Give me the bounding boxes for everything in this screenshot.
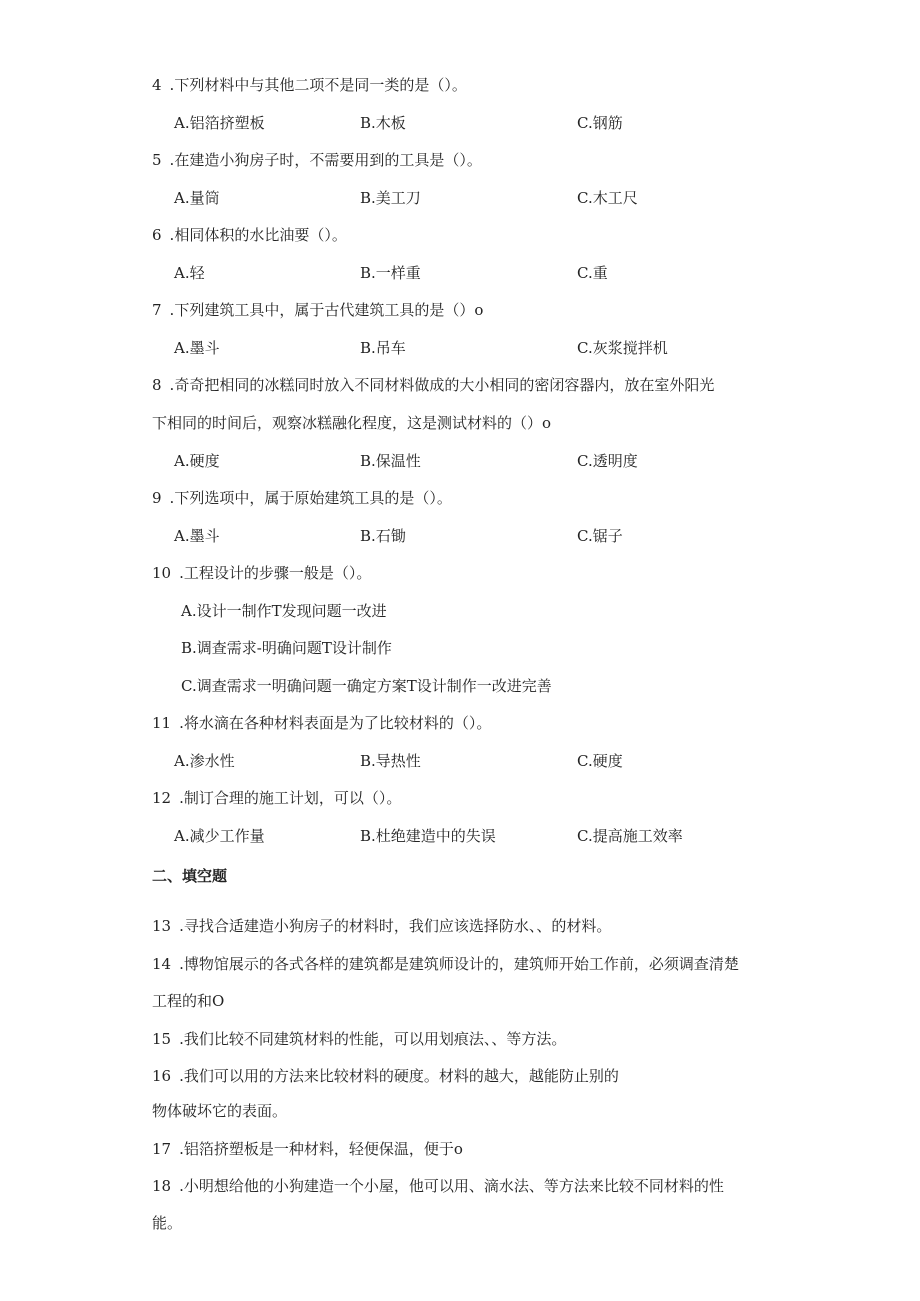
- question-number: 7: [152, 301, 162, 319]
- option-c: C.锯子: [577, 527, 623, 545]
- question-text: .博物馆展示的各式各样的建筑都是建筑师设计的，建筑师开始工作前，必须调查清楚: [179, 955, 739, 973]
- question-text: .下列材料中与其他二项不是同一类的是（）。: [169, 76, 467, 94]
- option-b: B.一样重: [360, 264, 421, 282]
- fill-question-18: [152, 1175, 724, 1196]
- option-a: A.硬度: [174, 452, 220, 470]
- question-text: .寻找合适建造小狗房子的材料时，我们应该选择防水、、的材料。: [179, 917, 612, 935]
- question-number: 13: [152, 917, 172, 935]
- question-6: [152, 224, 347, 245]
- question-text: .在建造小狗房子时，不需要用到的工具是（）。: [169, 151, 482, 169]
- option-c: C.重: [577, 264, 608, 282]
- fill-question-15: [152, 1028, 566, 1049]
- question-text: .制订合理的施工计划，可以（）。: [179, 789, 402, 807]
- option-b: B.杜绝建造中的失误: [360, 827, 496, 845]
- question-5: [152, 149, 482, 170]
- fill-question-14: [152, 953, 739, 974]
- option-c: C.钢筋: [577, 114, 623, 132]
- question-8: [152, 374, 714, 395]
- question-number: 9: [152, 489, 162, 507]
- question-text: .下列选项中，属于原始建筑工具的是（）。: [169, 489, 452, 507]
- question-7: [152, 299, 483, 320]
- question-text: .奇奇把相同的冰糕同时放入不同材料做成的大小相同的密闭容器内，放在室外阳光: [169, 376, 715, 394]
- fill-question-16-continued: 物体破坏它的表面。: [152, 1102, 288, 1120]
- option-c: C.木工尺: [577, 189, 638, 207]
- question-text: .我们可以用的方法来比较材料的硬度。材料的越大，越能防止别的: [179, 1067, 619, 1085]
- question-9: [152, 487, 452, 508]
- section-heading: 二、填空题: [152, 867, 228, 885]
- question-number: 11: [152, 714, 172, 732]
- question-number: 10: [152, 564, 172, 582]
- option-b: B.吊车: [360, 339, 406, 357]
- question-text: .将水滴在各种材料表面是为了比较材料的（）。: [179, 714, 492, 732]
- fill-question-18-continued: 能。: [152, 1214, 183, 1232]
- option-a: A.量筒: [174, 189, 220, 207]
- option-b: B.木板: [360, 114, 406, 132]
- option-b: B.导热性: [360, 752, 421, 770]
- option-b: B.调查需求-明确问题T设计制作: [181, 639, 392, 657]
- question-4: [152, 74, 467, 95]
- option-a: A.设计一制作T发现问题一改进: [181, 602, 387, 620]
- question-text: .铝箔挤塑板是一种材料，轻便保温，便于o: [179, 1140, 463, 1158]
- option-b: B.保温性: [360, 452, 421, 470]
- option-a: A.墨斗: [174, 527, 220, 545]
- option-a: A.渗水性: [174, 752, 235, 770]
- option-a: A.墨斗: [174, 339, 220, 357]
- fill-question-13: [152, 915, 611, 936]
- question-number: 12: [152, 789, 172, 807]
- question-8-continued: 下相同的时间后，观察冰糕融化程度，这是测试材料的（）o: [152, 414, 552, 432]
- question-text: .下列建筑工具中，属于古代建筑工具的是（）o: [169, 301, 484, 319]
- question-text: .工程设计的步骤一般是（）。: [179, 564, 372, 582]
- question-number: 4: [152, 76, 162, 94]
- question-number: 14: [152, 955, 172, 973]
- option-c: C.调查需求一明确问题一确定方案T设计制作一改进完善: [181, 677, 552, 695]
- question-number: 17: [152, 1140, 172, 1158]
- question-text: .小明想给他的小狗建造一个小屋，他可以用、滴水法、等方法来比较不同材料的性: [179, 1177, 724, 1195]
- question-text: .我们比较不同建筑材料的性能，可以用划痕法、、等方法。: [179, 1030, 567, 1048]
- option-b: B.美工刀: [360, 189, 421, 207]
- question-12: [152, 787, 401, 808]
- question-11: [152, 712, 491, 733]
- fill-question-16: [152, 1065, 619, 1086]
- question-text: .相同体积的水比油要（）。: [169, 226, 347, 244]
- question-number: 16: [152, 1067, 172, 1085]
- question-number: 5: [152, 151, 162, 169]
- question-number: 15: [152, 1030, 172, 1048]
- option-a: A.减少工作量: [174, 827, 265, 845]
- fill-question-14-continued: 工程的和O: [152, 992, 225, 1010]
- question-number: 18: [152, 1177, 172, 1195]
- option-c: C.透明度: [577, 452, 638, 470]
- question-number: 8: [152, 376, 162, 394]
- option-a: A.铝箔挤塑板: [174, 114, 265, 132]
- question-10: [152, 562, 371, 583]
- question-number: 6: [152, 226, 162, 244]
- option-c: C.灰浆搅拌机: [577, 339, 668, 357]
- fill-question-17: [152, 1138, 463, 1159]
- option-c: C.提高施工效率: [577, 827, 683, 845]
- option-a: A.轻: [174, 264, 205, 282]
- option-b: B.石锄: [360, 527, 406, 545]
- option-c: C.硬度: [577, 752, 623, 770]
